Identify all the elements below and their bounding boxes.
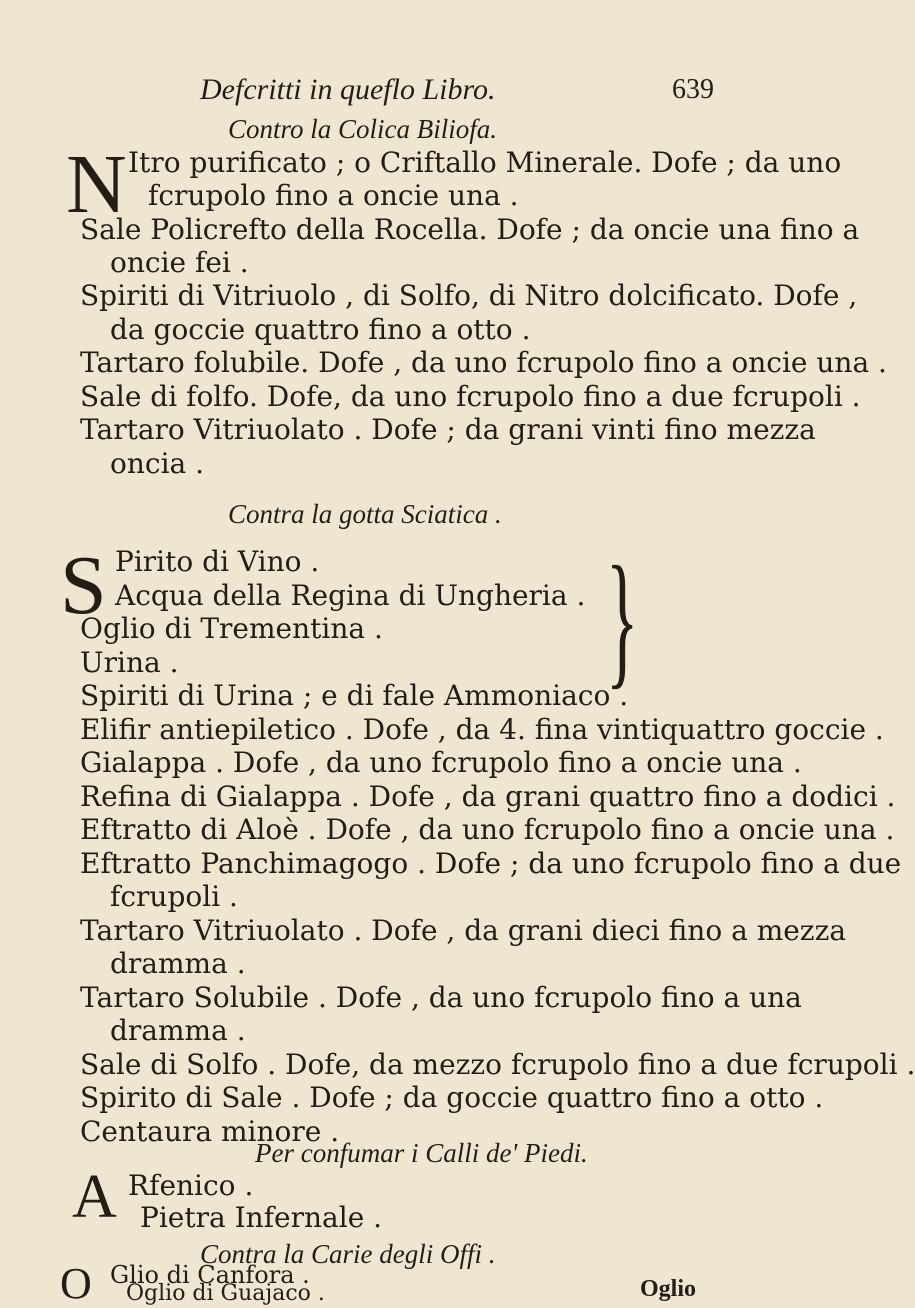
text-line: Gialappa . Dofe , da uno fcrupolo fino a oncie una . xyxy=(80,746,802,779)
text-line: fcrupoli . xyxy=(110,880,238,913)
text-line: oncie fei . xyxy=(110,246,249,279)
section-title-sciatica: Contra la gotta Sciatica . xyxy=(228,499,502,529)
text-line: Spirito di Sale . Dofe ; da goccie quattro fino a otto . xyxy=(80,1081,824,1114)
text-line: Oglio di Guajaco . xyxy=(126,1281,325,1306)
text-line: Sale Policrefto della Rocella. Dofe ; da oncie una fino a xyxy=(80,213,860,246)
drop-cap-n: N xyxy=(66,138,127,231)
text-line: Centaura minore . xyxy=(80,1115,340,1148)
text-line: Tartaro folubile. Dofe , da uno fcrupolo fino a oncie una . xyxy=(80,346,887,379)
text-line: Tartaro Solubile . Dofe , da uno fcrupolo fino a una xyxy=(80,981,802,1014)
text-line: Spiriti di Urina ; e di fale Ammoniaco . xyxy=(80,679,629,712)
text-line: Pirito di Vino . xyxy=(115,545,320,578)
drop-cap-a: A xyxy=(72,1163,117,1231)
page-number: 639 xyxy=(672,74,714,105)
grouping-brace: } xyxy=(606,536,639,702)
text-line: Itro purificato ; o Criftallo Minerale. Dofe ; da uno xyxy=(128,146,842,179)
text-line: Sale di folfo. Dofe, da uno fcrupolo fino a due fcrupoli . xyxy=(80,380,861,413)
text-line: Tartaro Vitriuolato . Dofe , da grani dieci fino a mezza xyxy=(80,914,847,947)
section-title-calli: Per confumar i Calli de' Piedi. xyxy=(255,1138,588,1168)
text-line: Oglio di Trementina . xyxy=(80,612,383,645)
drop-cap-s: S xyxy=(60,539,107,632)
text-line: Spiriti di Vitriuolo , di Solfo, di Nitro dolcificato. Dofe , xyxy=(80,279,858,312)
text-line: Urina . xyxy=(80,646,179,679)
text-line: Pietra Infernale . xyxy=(140,1201,383,1234)
text-line: Glio di Canfora . xyxy=(110,1261,310,1289)
catchword: Oglio xyxy=(640,1276,697,1302)
drop-cap-o: O xyxy=(60,1259,92,1308)
text-line: dramma . xyxy=(110,947,246,980)
text-line: Acqua della Regina di Ungheria . xyxy=(115,579,586,612)
section-title-carie: Contra la Carie degli Offi . xyxy=(200,1239,496,1269)
running-head: Defcritti in queflo Libro. xyxy=(200,73,496,106)
text-line: Rfenico . xyxy=(128,1169,254,1202)
text-line: fcrupolo fino a oncie una . xyxy=(148,179,519,212)
text-line: Elifir antiepiletico . Dofe , da 4. fina vintiquattro goccie . xyxy=(80,713,884,746)
section-title-colica: Contro la Colica Biliofa. xyxy=(228,114,498,144)
text-line: Eftratto di Aloè . Dofe , da uno fcrupolo fino a oncie una . xyxy=(80,813,895,846)
text-line: Tartaro Vitriuolato . Dofe ; da grani vinti fino mezza xyxy=(80,413,816,446)
text-line: Eftratto Panchimagogo . Dofe ; da uno fcrupolo fino a due xyxy=(80,847,902,880)
text-line: da goccie quattro fino a otto . xyxy=(110,313,531,346)
text-line: dramma . xyxy=(110,1014,246,1047)
text-line: Refina di Gialappa . Dofe , da grani quattro fino a dodici . xyxy=(80,780,896,813)
text-line: Sale di Solfo . Dofe, da mezzo fcrupolo fino a due fcrupoli . xyxy=(80,1048,915,1081)
text-line: oncia . xyxy=(110,447,205,480)
